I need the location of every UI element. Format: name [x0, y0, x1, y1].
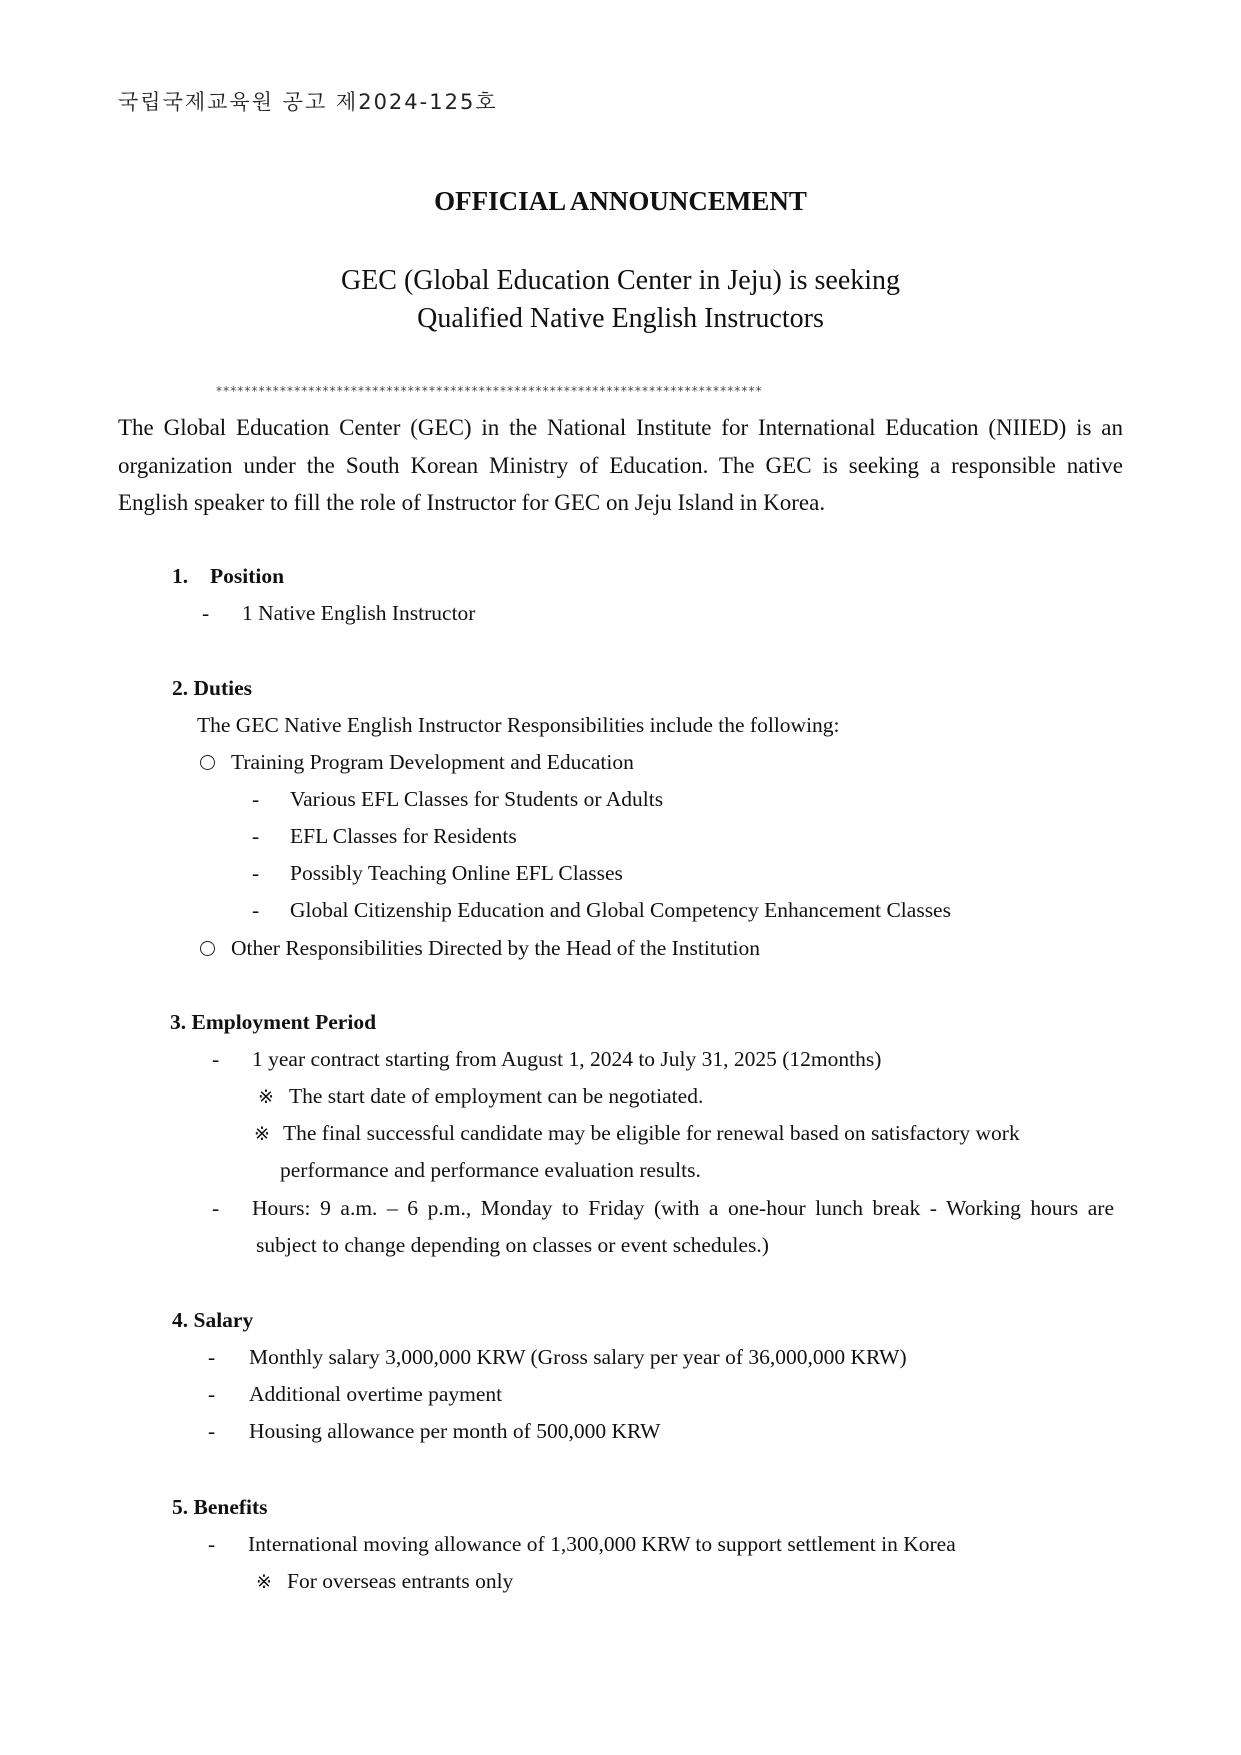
- list-item: Global Citizenship Education and Global Competency Enhancement Classes: [290, 898, 951, 922]
- document-title: OFFICIAL ANNOUNCEMENT: [434, 186, 807, 216]
- dash-bullet: -: [202, 601, 210, 625]
- reference-mark-icon: ※: [258, 1086, 274, 1108]
- intro-paragraph: The Global Education Center (GEC) in the National Institute for International Education (NIIED) is an organization under the South Korean Ministry of Education. The GEC is seeking a responsible native English speaker to fill the role of Instructor for GEC on Jeju Island in Korea.: [118, 415, 1123, 515]
- note: The final successful candidate may be eligible for renewal based on satisfactory work: [283, 1121, 1020, 1145]
- notice-number: 국립국제교육원 공고 제2024-125호: [118, 90, 498, 114]
- list-item: Additional overtime payment: [249, 1382, 503, 1406]
- asterisk-separator: *****************************************************************************: [216, 384, 763, 398]
- dash-bullet: -: [252, 861, 260, 885]
- note: For overseas entrants only: [287, 1569, 514, 1593]
- list-item: Various EFL Classes for Students or Adults: [290, 787, 664, 811]
- dash-bullet: -: [212, 1196, 220, 1220]
- duty-group-title: Training Program Development and Education: [231, 750, 634, 774]
- section-number: 1.: [172, 564, 189, 588]
- section-heading: 2. Duties: [172, 676, 253, 700]
- list-item: 1 year contract starting from August 1, 2024 to July 31, 2025 (12months): [252, 1047, 882, 1071]
- reference-mark-icon: ※: [254, 1123, 270, 1145]
- list-item: Housing allowance per month of 500,000 KRW: [249, 1419, 661, 1443]
- reference-mark-icon: ※: [256, 1571, 272, 1593]
- dash-bullet: -: [208, 1382, 216, 1406]
- dash-bullet: -: [208, 1532, 216, 1556]
- list-item: International moving allowance of 1,300,000 KRW to support settlement in Korea: [248, 1532, 956, 1556]
- circle-bullet-icon: [200, 755, 215, 770]
- circle-bullet-icon: [200, 941, 215, 956]
- list-item: EFL Classes for Residents: [290, 824, 517, 848]
- list-item: 1 Native English Instructor: [242, 601, 476, 625]
- subtitle-line-1: GEC (Global Education Center in Jeju) is seeking: [340, 265, 901, 296]
- dash-bullet: -: [208, 1345, 216, 1369]
- document-subtitle: [0, 262, 1241, 338]
- section-heading: 4. Salary: [172, 1308, 254, 1332]
- section-heading: Position: [210, 564, 285, 588]
- duties-lead: The GEC Native English Instructor Responsibilities include the following:: [197, 713, 840, 737]
- section-heading: 3. Employment Period: [170, 1010, 377, 1034]
- dash-bullet: -: [208, 1419, 216, 1443]
- list-item: Hours: 9 a.m. – 6 p.m., Monday to Friday (with a one-hour lunch break - Working hours are: [252, 1196, 1114, 1220]
- list-item: Possibly Teaching Online EFL Classes: [290, 861, 623, 885]
- dash-bullet: -: [252, 824, 260, 848]
- note: The start date of employment can be negotiated.: [289, 1084, 704, 1108]
- subtitle-line-2: Qualified Native English Instructors: [417, 303, 824, 334]
- duty-group-title: Other Responsibilities Directed by the Head of the Institution: [231, 936, 761, 960]
- note-continuation: performance and performance evaluation results.: [280, 1158, 701, 1182]
- list-item-continuation: subject to change depending on classes or event schedules.): [256, 1233, 769, 1257]
- dash-bullet: -: [252, 898, 260, 922]
- dash-bullet: -: [212, 1047, 220, 1071]
- dash-bullet: -: [252, 787, 260, 811]
- list-item: Monthly salary 3,000,000 KRW (Gross salary per year of 36,000,000 KRW): [249, 1345, 907, 1369]
- section-heading: 5. Benefits: [172, 1495, 268, 1519]
